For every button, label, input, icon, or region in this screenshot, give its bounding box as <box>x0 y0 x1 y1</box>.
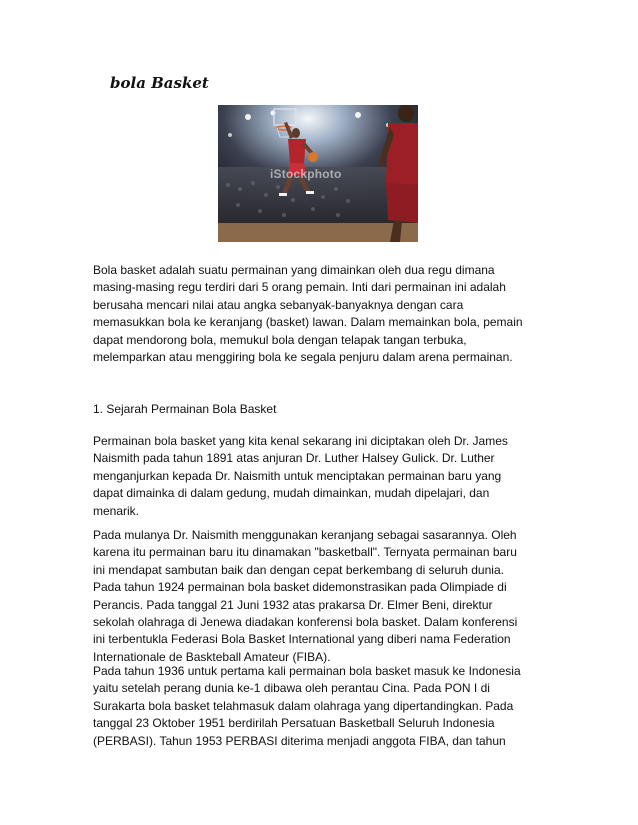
watermark-text: iStockphoto <box>270 167 342 181</box>
history-paragraph-2: Pada mulanya Dr. Naismith menggunakan keranjang sebagai sasarannya. Oleh karena itu permainan baru itu dinamakan "basketball". Ternyata permainan baru ini mendapat sambutan baik dan dengan cepat berkembang di seluruh dunia. Pada tahun 1924 permainan bola basket didemonstrasikan pada Olimpiade di Perancis. Pada tanggal 21 Juni 1932 atas prakarsa Dr. Elmer Beni, direktur sekolah olahraga di Jenewa diadakan konferensi bola basket. Dalam konferensi ini terbentukla Federasi Bola Basket International yang diberi nama Federation Internationale de Baskteball Amateur (FIBA). <box>93 528 518 664</box>
history-paragraph-3: Pada tahun 1936 untuk pertama kali permainan bola basket masuk ke Indonesia yaitu setelah perang dunia ke-1 dibawa oleh perantau Cina. Pada PON I di Surakarta bola basket telahmasuk dalam olahraga yang dipertandingkan. Pada tanggal 23 Oktober 1951 berdirilah Persatuan Basketball Seluruh Indonesia (PERBASI). Tahun 1953 PERBASI diterima menjadi anggota FIBA, dan tahun <box>93 664 521 748</box>
basketball-photo <box>218 105 418 242</box>
intro-paragraph: Bola basket adalah suatu permainan yang dimainkan oleh dua regu dimana masing-masing regu terdiri dari 5 orang pemain. Inti dari permainan ini adalah berusaha mencari nilai atau angka sebanyak-banyaknya dengan cara memasukkan bola ke keranjang (basket) lawan. Dalam memainkan bola, pemain dapat mendorong bola, memukul bola dengan telapak tangan terbuka, melemparkan atau menggiring bola ke segala penjuru dalam arena permainan. <box>93 263 523 365</box>
history-paragraph-1: Permainan bola basket yang kita kenal sekarang ini diciptakan oleh Dr. James Naismith pada tahun 1891 atas anjuran Dr. Luther Halsey Gulick. Dr. Luther menganjurkan kepada Dr. Naismith untuk menciptakan permainan baru yang dapat dimainka di dalam gedung, mudah dimainkan, mudah dipelajari, dan menarik. <box>93 434 508 518</box>
section-heading: 1. Sejarah Permainan Bola Basket <box>93 402 277 416</box>
document-title: bola Basket <box>110 74 209 92</box>
